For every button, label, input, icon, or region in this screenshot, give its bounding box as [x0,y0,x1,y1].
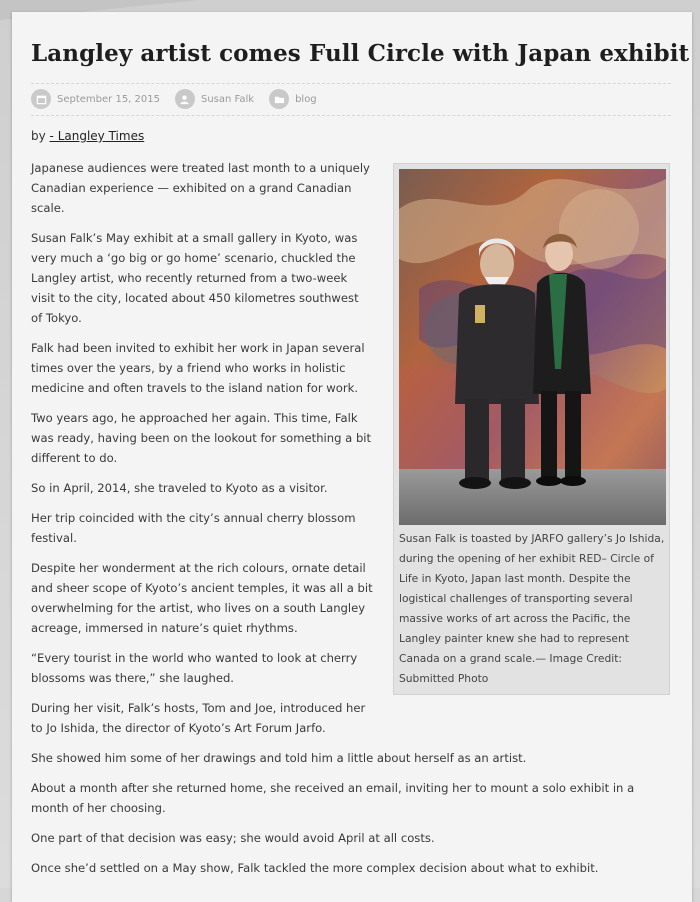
article-photo[interactable] [399,169,666,525]
paragraph-5: So in April, 2014, she traveled to Kyoto as a visitor. [31,481,328,495]
paragraph-1: Japanese audiences were treated last month to a uniquely Canadian experience — exhibited on a grand Canadian scale. [31,161,370,215]
paragraph-11: About a month after she returned home, she received an email, inviting her to mount a solo exhibit in a month of her choosing. [31,781,635,815]
post-category-link[interactable]: blog [295,93,317,105]
paragraph-6: Her trip coincided with the city’s annual cherry blossom festival. [31,511,356,545]
post-date-text: September 15, 2015 [57,93,160,105]
meta-divider [31,115,671,116]
post-meta [31,88,332,110]
post-category[interactable] [269,89,317,109]
post-author-link[interactable]: Susan Falk [200,93,255,105]
paragraph-13: Once she’d settled on a May show, Falk tackled the more complex decision about what to exhibit. [31,861,599,875]
paragraph-2: Susan Falk’s May exhibit at a small gallery in Kyoto, was very much a ‘go big or go home’ scenario, chuckled the Langley artist, who recently returned from a two-week visit to the city, located about 450 kilometres southwest of Tokyo. [31,231,359,325]
article-title: Langley artist comes Full Circle with Japan exhibit [31,40,690,67]
post-author[interactable] [175,89,254,109]
calendar-icon [31,89,51,109]
user-icon [175,89,195,109]
byline [31,129,144,143]
byline-prefix: by [31,129,46,143]
paragraph-3: Falk had been invited to exhibit her work in Japan several times over the years, by a friend who works in holistic medicine and often travels to the island nation for work. [31,341,365,395]
post-date [31,89,160,109]
paragraph-7: Despite her wonderment at the rich colours, ornate detail and sheer scope of Kyoto’s ancient temples, it was all a bit overwhelming for the artist, who lives on a south Langley acreage, immersed in nature’s quiet rhythms. [31,561,373,635]
article-figure [393,163,670,695]
paragraph-4: Two years ago, he approached her again. This time, Falk was ready, having been on the lookout for something a bit different to do. [31,411,372,465]
paragraph-9: During her visit, Falk’s hosts, Tom and Joe, introduced her to Jo Ishida, the director of Kyoto’s Art Forum Jarfo. [31,701,366,735]
byline-source-link[interactable]: - Langley Times [49,129,145,143]
title-divider [31,83,671,84]
folder-icon [269,89,289,109]
photo-caption: Susan Falk is toasted by JARFO gallery’s Jo Ishida, during the opening of her exhibit RED– Circle of Life in Kyoto, Japan last month. Despite the logistical challenges of transporting several massive works of art across the Pacific, the Langley painter knew she had to represent Canada on a grand scale.— Image Credit: Submitted Photo [399,532,665,685]
paragraph-8: “Every tourist in the world who wanted to look at cherry blossoms was there,” she laughed. [31,651,358,685]
paragraph-10: She showed him some of her drawings and told him a little about herself as an artist. [31,751,527,765]
paragraph-12: One part of that decision was easy; she would avoid April at all costs. [31,831,435,845]
